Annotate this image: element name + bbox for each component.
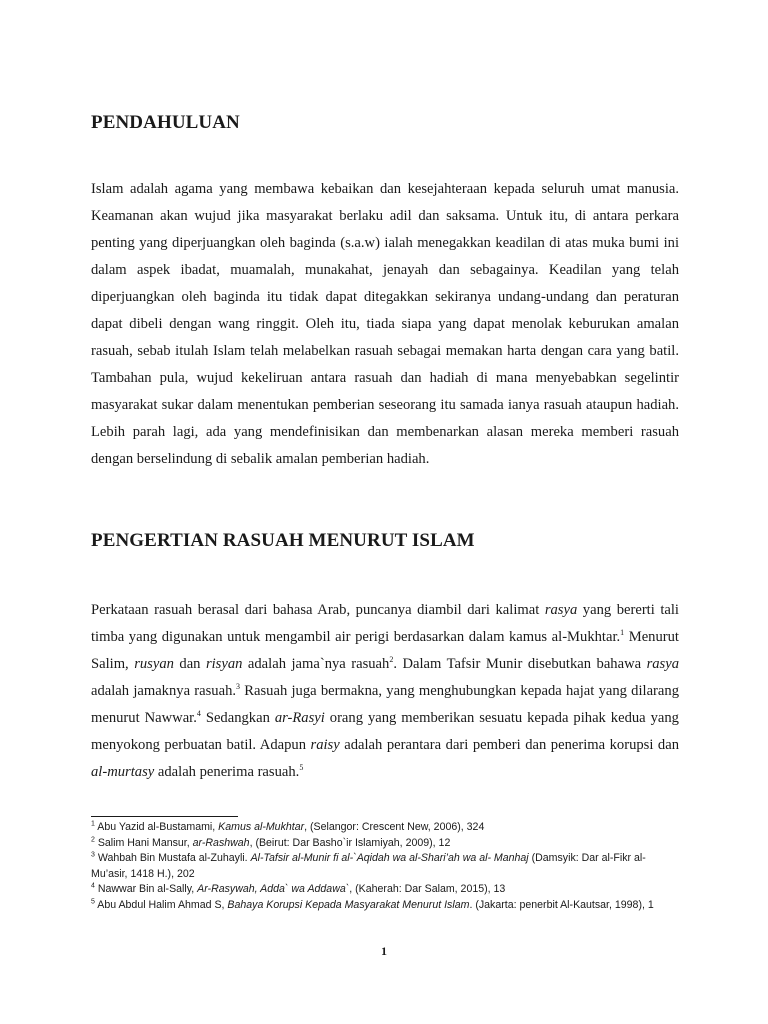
italic-term: rusyan xyxy=(134,656,174,672)
text-run: Salim Hani Mansur, xyxy=(94,836,193,849)
section-heading-pendahuluan: PENDAHULUAN xyxy=(91,112,240,133)
text-run: Abu Abdul Halim Ahmad S, xyxy=(94,898,228,911)
text-run: , (Selangor: Crescent New, 2006), 324 xyxy=(304,821,485,833)
italic-term: Al-Tafsir al-Munir fi al-`Aqidah wa al-Shari’ah wa al- Manhaj xyxy=(250,852,529,865)
footnote-marker: 5 xyxy=(91,898,95,906)
text-run: Menurut Salim, xyxy=(91,629,679,672)
italic-term: raisy xyxy=(310,737,340,753)
footnote-1 xyxy=(91,820,679,836)
text-run: , (Kaherah: Dar Salam, 2015), 13 xyxy=(349,883,506,896)
italic-term: Bahaya Korupsi Kepada Masyarakat Menurut Islam xyxy=(227,898,470,911)
text-run: adalah perantara dari pemberi dan penerima korupsi dan xyxy=(339,737,679,753)
italic-term: rasya xyxy=(544,602,578,618)
italic-term: rasya xyxy=(646,656,680,672)
footnote-4 xyxy=(91,882,679,898)
text-run: Sedangkan xyxy=(200,710,275,726)
text-run: orang yang memberikan sesuatu kepada pihak kedua yang menyokong perbuatan batil. Adapun xyxy=(91,710,679,753)
footnote-3 xyxy=(91,851,679,882)
text-run: Rasuah juga bermakna, yang menghubungkan kepada hajat yang dilarang menurut Nawwar. xyxy=(91,683,679,726)
footnote-marker: 3 xyxy=(91,851,95,859)
italic-term: ar-Rashwah xyxy=(192,836,250,849)
text-run: dan xyxy=(173,656,206,672)
text-run: . (Jakarta: penerbit Al-Kautsar, 1998), 1 xyxy=(469,898,654,911)
definition-paragraph xyxy=(91,597,679,786)
footnote-marker: 4 xyxy=(196,709,201,719)
footnote-marker: 4 xyxy=(91,882,95,890)
italic-term: risyan xyxy=(205,656,243,672)
footnote-separator xyxy=(91,816,238,817)
text-run: adalah jama`nya rasuah xyxy=(242,656,390,672)
section-heading-pengertian: PENGERTIAN RASUAH MENURUT ISLAM xyxy=(91,530,475,551)
italic-term: al-murtasy xyxy=(91,764,155,780)
text-run: Abu Yazid al-Bustamami, xyxy=(94,821,219,833)
italic-term: Kamus al-Mukhtar xyxy=(218,821,305,833)
text-run: Perkataan rasuah berasal dari bahasa Arab, puncanya diambil dari kalimat xyxy=(91,602,545,618)
footnote-marker: 2 xyxy=(389,655,394,665)
text-run: yang bererti tali timba yang digunakan untuk mengambil air perigi berdasarkan dalam kamus al-Mukhtar. xyxy=(91,602,679,645)
intro-paragraph: Islam adalah agama yang membawa kebaikan dan kesejahteraan kepada seluruh umat manusia. Keamanan akan wujud jika masyarakat berlaku adil dan saksama. Untuk itu, di antara perkara penting yang diperjuangkan oleh baginda (s.a.w) ialah menegakkan keadilan di atas muka bumi ini dalam aspek ibadat, muamalah, munakahat, jenayah dan sebagainya. Keadilan yang telah diperjuangkan oleh baginda itu tidak dapat ditegakkan sekiranya undang-undang dan peraturan dapat dibeli dengan wang ringgit. Oleh itu, tiada siapa yang dapat menolak keburukan amalan rasuah, sebab itulah Islam telah melabelkan rasuah sebagai memakan harta dengan cara yang batil. Tambahan pula, wujud kekeliruan antara rasuah dan hadiah di mana menyebabkan segelintir masyarakat sukar dalam menentukan pemberian seseorang itu samada ianya rasuah ataupun hadiah. Lebih parah lagi, ada yang mendefinisikan dan membenarkan alasan mereka memberi rasuah dengan berselindung di sebalik amalan pemberian hadiah. xyxy=(91,181,679,467)
text-run: adalah penerima rasuah. xyxy=(154,764,300,780)
italic-term: ar-Rasyi xyxy=(274,710,325,726)
page-number: 1 xyxy=(381,944,387,958)
footnotes xyxy=(91,820,679,914)
footnote-marker: 1 xyxy=(620,628,625,638)
text-run: . Dalam Tafsir Munir disebutkan bahawa xyxy=(393,656,647,672)
text-run: adalah jamaknya rasuah. xyxy=(91,683,237,699)
footnote-2 xyxy=(91,836,679,852)
footnote-5 xyxy=(91,898,679,914)
text-run: (Damsyik: Dar al-Fikr al-Mu’asir, 1418 H.), 202 xyxy=(91,852,646,880)
footnote-marker: 2 xyxy=(91,836,95,844)
text-run: Wahbah Bin Mustafa al-Zuhayli. xyxy=(94,852,251,865)
text-run: Nawwar Bin al-Sally, xyxy=(94,883,198,896)
footnote-marker: 1 xyxy=(91,820,95,828)
footnote-marker: 3 xyxy=(236,682,241,692)
italic-term: Ar-Rasywah, Adda` wa Addawa` xyxy=(197,883,350,896)
text-run: , (Beirut: Dar Basho`ir Islamiyah, 2009), 12 xyxy=(249,836,451,849)
footnote-marker: 5 xyxy=(299,763,304,773)
